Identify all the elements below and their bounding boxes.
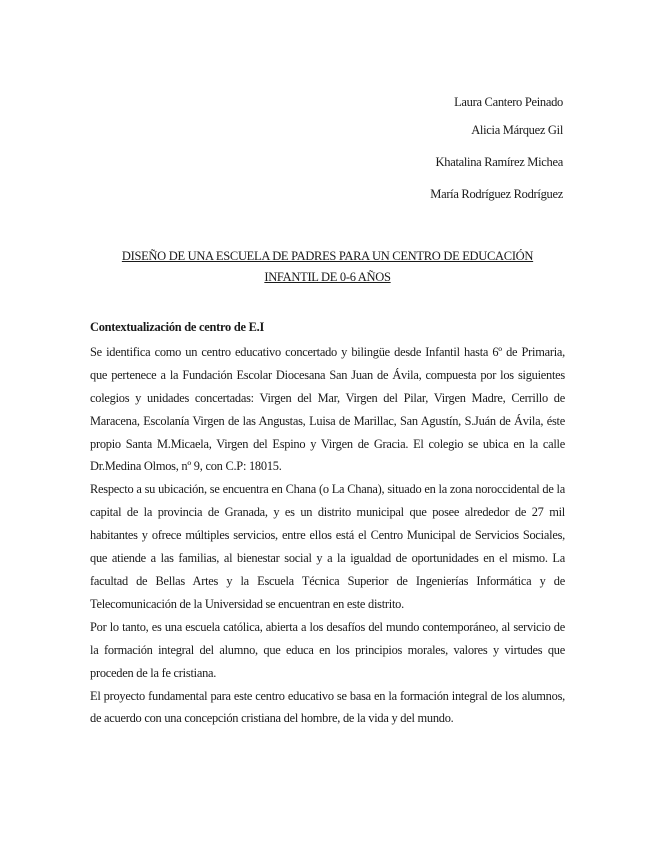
title-line-1: DISEÑO DE UNA ESCUELA DE PADRES PARA UN CENTRO DE EDUCACIÓN: [121, 249, 534, 263]
author-name: María Rodríguez Rodríguez: [430, 187, 563, 201]
paragraph: Respecto a su ubicación, se encuentra en Chana (o La Chana), situado en la zona noroccidental de la capital de la provincia de Granada, y es un distrito municipal que posee alrededor de 27 mil habitantes y ofrece múltiples servicios, entre ellos está el Centro Municipal de Servicios Sociales, que atiende a las familias, al bienestar social y a la igualdad de oportunidades en el mismo. La facultad de Bellas Artes y la Escuela Técnica Superior de Ingenierías Informática y de Telecomunicación de la Universidad se encuentran en este distrito.: [90, 482, 565, 611]
author-list: [430, 88, 563, 208]
title-line-2: INFANTIL DE 0-6 AÑOS: [264, 270, 391, 284]
section-heading: Contextualización de centro de E.I: [90, 320, 265, 334]
document-title: [90, 246, 565, 288]
paragraph: El proyecto fundamental para este centro educativo se basa en la formación integral de los alumnos, de acuerdo con una concepción cristiana del hombre, de la vida y del mundo.: [90, 688, 565, 726]
document-body: [90, 316, 565, 730]
author-name: Khatalina Ramírez Michea: [435, 155, 563, 169]
paragraph: Por lo tanto, es una escuela católica, abierta a los desafíos del mundo contemporáneo, al servicio de la formación integral del alumno, que educa en los principios morales, valores y virtudes que proceden de la fe cristiana.: [90, 619, 565, 680]
author-name: Laura Cantero Peinado: [454, 95, 563, 109]
author-name: Alicia Márquez Gil: [471, 123, 563, 137]
paragraph: Se identifica como un centro educativo concertado y bilingüe desde Infantil hasta 6º de Primaria, que pertenece a la Fundación Escolar Diocesana San Juan de Ávila, compuesta por los siguientes colegios y unidades concertadas: Virgen del Mar, Virgen del Pilar, Virgen Madre, Cerrillo de Maracena, Escolanía Virgen de las Angustas, Luisa de Marillac, San Agustín, S.Juán de Ávila, éste propio Santa M.Micaela, Virgen del Espino y Virgen de Gracia. El colegio se ubica en la calle Dr.Medina Olmos, nº 9, con C.P: 18015.: [90, 344, 565, 474]
